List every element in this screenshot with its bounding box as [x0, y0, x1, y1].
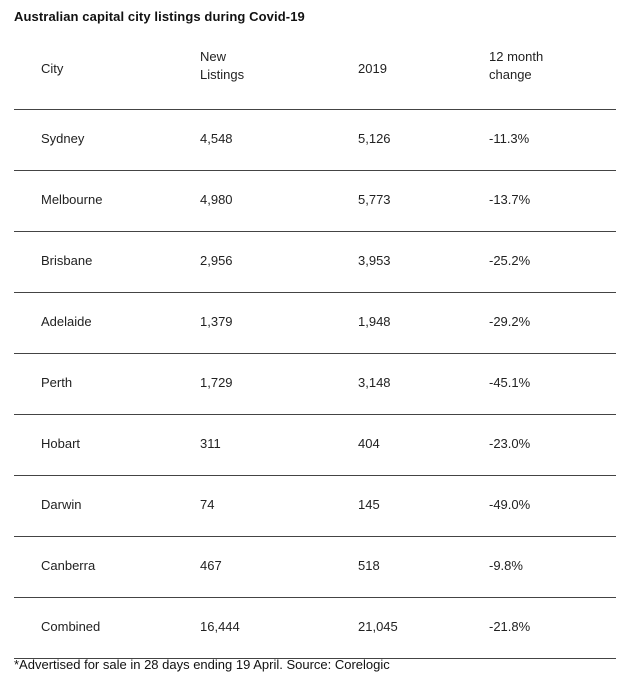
city-cell: Perth	[41, 375, 73, 390]
change-cell: -23.0%	[489, 436, 531, 451]
table-row	[14, 232, 616, 293]
change-cell: -13.7%	[489, 192, 531, 207]
year-2019-cell: 518	[358, 558, 380, 573]
new-listings-cell: 311	[200, 436, 221, 451]
header-change-line1: 12 month	[489, 49, 544, 64]
city-cell: Canberra	[41, 558, 96, 573]
new-listings-cell: 4,548	[200, 131, 233, 146]
table-row	[14, 598, 616, 659]
header-change-line2: change	[489, 67, 532, 82]
header-12-month-change	[489, 48, 543, 84]
year-2019-cell: 5,773	[358, 192, 391, 207]
table-row	[14, 476, 616, 537]
header-new-listings-line1: New	[200, 49, 227, 64]
year-2019-cell: 5,126	[358, 131, 391, 146]
source-footnote: *Advertised for sale in 28 days ending 19 April. Source: Corelogic	[14, 657, 390, 672]
change-cell: -49.0%	[489, 497, 531, 512]
year-2019-cell: 145	[358, 497, 380, 512]
change-cell: -25.2%	[489, 253, 531, 268]
city-cell: Darwin	[41, 497, 82, 512]
table-title: Australian capital city listings during Covid-19	[14, 9, 305, 24]
change-cell: -11.3%	[489, 131, 530, 146]
new-listings-cell: 467	[200, 558, 222, 573]
table-row	[14, 354, 616, 415]
city-cell: Adelaide	[41, 314, 92, 329]
city-cell: Combined	[41, 619, 101, 634]
listings-table	[14, 38, 616, 659]
table-row	[14, 171, 616, 232]
table-header	[14, 38, 616, 110]
city-cell: Melbourne	[41, 192, 103, 207]
change-cell: -29.2%	[489, 314, 531, 329]
new-listings-cell: 4,980	[200, 192, 233, 207]
change-cell: -21.8%	[489, 619, 531, 634]
header-city: City	[41, 61, 64, 76]
new-listings-cell: 74	[200, 497, 215, 512]
table-row	[14, 293, 616, 354]
header-new-listings-line2: Listings	[200, 67, 245, 82]
year-2019-cell: 1,948	[358, 314, 391, 329]
new-listings-cell: 1,379	[200, 314, 233, 329]
year-2019-cell: 3,148	[358, 375, 391, 390]
new-listings-cell: 2,956	[200, 253, 233, 268]
header-2019: 2019	[358, 61, 387, 76]
change-cell: -45.1%	[489, 375, 531, 390]
city-cell: Hobart	[41, 436, 81, 451]
year-2019-cell: 3,953	[358, 253, 391, 268]
year-2019-cell: 404	[358, 436, 380, 451]
new-listings-cell: 1,729	[200, 375, 233, 390]
header-new-listings	[200, 48, 244, 84]
change-cell: -9.8%	[489, 558, 523, 573]
table-row	[14, 537, 616, 598]
city-cell: Sydney	[41, 131, 85, 146]
city-cell: Brisbane	[41, 253, 93, 268]
table-row	[14, 110, 616, 171]
table-row	[14, 415, 616, 476]
year-2019-cell: 21,045	[358, 619, 398, 634]
new-listings-cell: 16,444	[200, 619, 240, 634]
